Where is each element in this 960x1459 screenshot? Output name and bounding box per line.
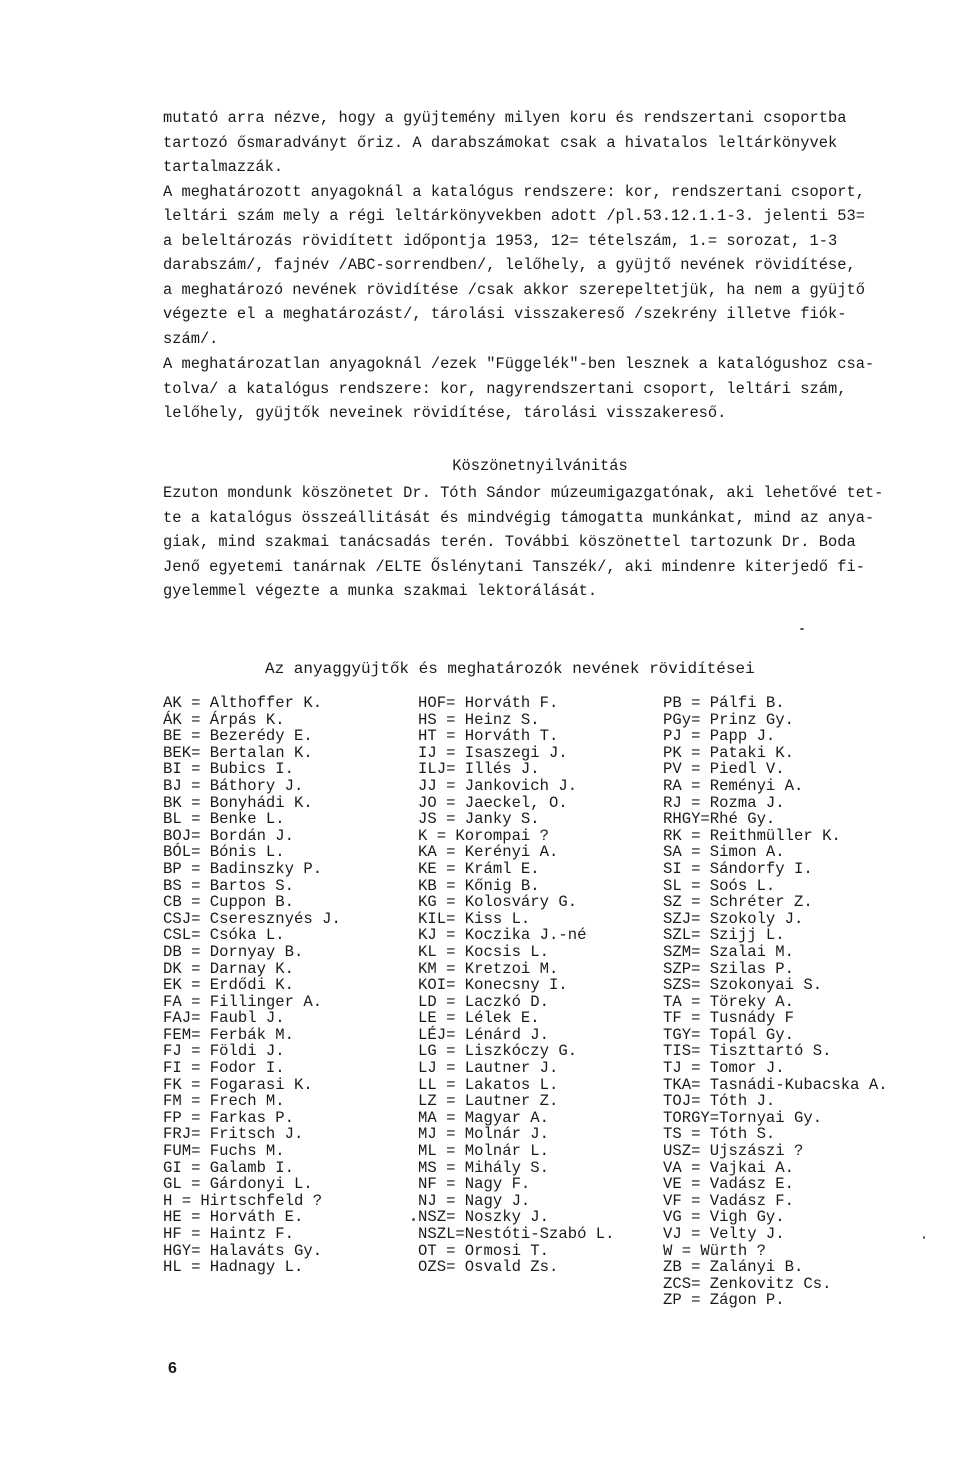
- abbreviation-entry: KOI= Konecsny I.: [418, 976, 568, 995]
- abbreviation-entry: DK = Darnay K.: [163, 959, 295, 978]
- abbreviation-entry: SZ = Schréter Z.: [663, 893, 813, 912]
- abbreviation-entry: VF = Vadász F.: [663, 1191, 795, 1210]
- abbreviation-entry: FEM= Ferbák M.: [163, 1025, 295, 1044]
- abbreviation-entry: BEK= Bertalan K.: [163, 743, 313, 762]
- text-line: te a katalógus összeállitását és mindvégig támogatta munkánkat, mind az anya-: [163, 508, 875, 527]
- abbreviation-entry: OZS= Osvald Zs.: [418, 1258, 559, 1277]
- abbreviation-entry: K = Korompai ?: [418, 826, 550, 845]
- abbreviation-entry: TIS= Tiszttartó S.: [663, 1042, 832, 1061]
- intro-paragraph: [163, 106, 953, 351]
- abbreviation-entry: RJ = Rozma J.: [663, 793, 785, 812]
- abbreviation-entry: HS = Heinz S.: [418, 710, 540, 729]
- abbreviation-entry: PV = Piedl V.: [663, 760, 785, 779]
- abbreviation-entry: PJ = Papp J.: [663, 727, 776, 746]
- abbreviation-entry: AK = Althoffer K.: [163, 694, 323, 712]
- abbreviation-entry: TKA= Tasnádi-Kubacska A.: [663, 1075, 888, 1094]
- abbreviation-column-2: [418, 695, 615, 1276]
- abbreviation-entry: EK = Erdődi K.: [163, 976, 295, 995]
- abbreviation-entry: CSL= Csóka L.: [163, 926, 285, 945]
- abbreviation-entry: SZS= Szokonyai S.: [663, 976, 823, 995]
- abbreviation-entry: BOJ= Bordán J.: [163, 826, 295, 845]
- abbreviation-entry: GL = Gárdonyi L.: [163, 1175, 313, 1194]
- abbreviation-entry: BS = Bartos S.: [163, 876, 295, 895]
- abbreviation-entry: FK = Fogarasi K.: [163, 1075, 313, 1094]
- abbreviation-entry: LÉJ= Lénárd J.: [418, 1025, 550, 1044]
- abbreviation-entry: PK = Pataki K.: [663, 743, 795, 762]
- text-line: A meghatározatlan anyagoknál /ezek "Függelék"-ben lesznek a katalógushoz csa-: [163, 355, 875, 373]
- abbreviation-column-1: [163, 695, 341, 1276]
- text-line: a beleltározás rövidített időpontja 1953, 12= tételszám, 1.= sorozat, 1-3: [163, 231, 838, 250]
- abbreviation-entry: SZJ= Szokoly J.: [663, 909, 804, 928]
- text-line: tartozó ősmaradványt őriz. A darabszámokat csak a hivatalos leltárkönyvek: [163, 133, 838, 152]
- text-line: Ezuton mondunk köszönetet Dr. Tóth Sándor múzeumigazgatónak, aki lehetővé tet-: [163, 484, 884, 502]
- text-line: tartalmazzák.: [163, 158, 284, 176]
- abbreviation-entry: BK = Bonyhádi K.: [163, 793, 313, 812]
- scan-speck: [923, 1236, 925, 1239]
- text-line: Jenő egyetemi tanárnak /ELTE Őslénytani Tanszék/, aki mindenre kiterjedő fi-: [163, 557, 865, 576]
- abbreviation-entry: HGY= Halaváts Gy.: [163, 1241, 323, 1260]
- abbreviation-entry: FI = Fodor I.: [163, 1059, 285, 1078]
- scan-speck: [412, 1218, 415, 1221]
- abbreviation-entry: CB = Cuppon B.: [163, 893, 295, 912]
- abbreviation-entry: KL = Kocsis L.: [418, 942, 550, 961]
- abbreviation-entry: GI = Galamb I.: [163, 1158, 295, 1177]
- abbreviation-entry: NF = Nagy F.: [418, 1175, 531, 1194]
- abbreviation-entry: JO = Jaeckel, O.: [418, 793, 568, 812]
- undetermined-materials-paragraph: [163, 352, 953, 426]
- abbreviation-entry: BJ = Báthory J.: [163, 776, 304, 795]
- text-line: a meghatározó nevének rövidítése /csak akkor szerepeltetjük, ha nem a gyüjtő: [163, 280, 865, 299]
- abbreviation-entry: MA = Magyar A.: [418, 1108, 550, 1127]
- abbreviation-entry: KB = Kőnig B.: [418, 876, 540, 895]
- abbreviations-heading: Az anyaggyüjtők és meghatározók nevének rövidítései: [265, 660, 755, 678]
- text-line: giak, mind szakmai tanácsadás terén. További köszönettel tartozunk Dr. Boda: [163, 533, 856, 551]
- abbreviation-entry: TOJ= Tóth J.: [663, 1092, 776, 1111]
- abbreviation-entry: BE = Bezerédy E.: [163, 727, 313, 746]
- abbreviation-entry: SZP= Szilas P.: [663, 959, 795, 978]
- abbreviation-entry: RK = Reithmüller K.: [663, 826, 841, 845]
- abbreviation-entry: FA = Fillinger A.: [163, 992, 323, 1011]
- text-line: végezte el a meghatározást/, tárolási visszakereső /szekrény illetve fiók-: [163, 305, 847, 323]
- abbreviation-entry: TORGY=Tornyai Gy.: [663, 1108, 823, 1127]
- abbreviation-entry: TF = Tusnády F: [663, 1009, 795, 1028]
- abbreviation-entry: FP = Farkas P.: [163, 1108, 295, 1127]
- abbreviation-entry: FAJ= Faubl J.: [163, 1009, 285, 1028]
- abbreviation-column-3: [663, 695, 888, 1309]
- abbreviation-entry: TGY= Topál Gy.: [663, 1025, 795, 1044]
- abbreviation-entry: OT = Ormosi T.: [418, 1241, 550, 1260]
- abbreviation-entry: KE = Kráml E.: [418, 859, 540, 878]
- abbreviation-entry: VG = Vigh Gy.: [663, 1208, 785, 1227]
- abbreviation-entry: MJ = Molnár J.: [418, 1125, 550, 1144]
- abbreviation-entry: TS = Tóth S.: [663, 1125, 776, 1144]
- abbreviation-entry: SZL= Szijj L.: [663, 926, 785, 945]
- text-line: lelőhely, gyüjtők neveinek rövidítése, tárolási visszakereső.: [163, 404, 727, 422]
- abbreviation-entry: ILJ= Illés J.: [418, 760, 540, 779]
- abbreviation-entry: TJ = Tomor J.: [663, 1059, 785, 1078]
- text-line: gyelemmel végezte a munka szakmai lektorálását.: [163, 582, 598, 600]
- abbreviation-entry: HT = Horváth T.: [418, 727, 559, 746]
- abbreviation-entry: KM = Kretzoi M.: [418, 959, 559, 978]
- abbreviation-entry: KIL= Kiss L.: [418, 909, 531, 928]
- abbreviation-entry: ZP = Zágon P.: [663, 1291, 785, 1310]
- abbreviation-entry: NSZ= Noszky J.: [418, 1208, 550, 1227]
- abbreviation-entry: RA = Reményi A.: [663, 776, 804, 795]
- acknowledgement-heading: Köszönetnyilvánitás: [452, 457, 628, 475]
- abbreviation-entry: USZ= Ujszászi ?: [663, 1142, 804, 1161]
- abbreviation-entry: KG = Kolosváry G.: [418, 893, 578, 912]
- text-line: A meghatározott anyagoknál a katalógus rendszere: kor, rendszertani csoport,: [163, 182, 865, 201]
- abbreviation-entry: SA = Simon A.: [663, 843, 785, 862]
- abbreviation-entry: MS = Mihály S.: [418, 1158, 550, 1177]
- abbreviation-entry: VA = Vajkai A.: [663, 1158, 795, 1177]
- abbreviation-entry: W = Würth ?: [663, 1241, 766, 1260]
- abbreviation-entry: HOF= Horváth F.: [418, 694, 559, 712]
- abbreviation-entry: DB = Dornyay B.: [163, 942, 304, 961]
- abbreviation-entry: BL = Benke L.: [163, 810, 285, 829]
- abbreviation-entry: SZM= Szalai M.: [663, 942, 795, 961]
- text-line: mutató arra nézve, hogy a gyüjtemény milyen koru és rendszertani csoportba: [163, 109, 847, 127]
- text-line: szám/.: [163, 329, 219, 348]
- abbreviation-entry: PGy= Prinz Gy.: [663, 710, 795, 729]
- abbreviation-entry: ZCS= Zenkovitz Cs.: [663, 1274, 832, 1293]
- abbreviation-entry: HF = Haintz F.: [163, 1225, 295, 1243]
- abbreviation-entry: LZ = Lautner Z.: [418, 1092, 559, 1111]
- abbreviation-entry: H = Hirtschfeld ?: [163, 1191, 323, 1210]
- abbreviation-entry: BP = Badinszky P.: [163, 859, 323, 878]
- abbreviation-entry: TA = Töreky A.: [663, 992, 795, 1011]
- abbreviation-entry: FUM= Fuchs M.: [163, 1142, 285, 1161]
- abbreviation-entry: HE = Horváth E.: [163, 1208, 304, 1227]
- abbreviation-entry: RHGY=Rhé Gy.: [663, 810, 776, 829]
- abbreviation-entry: BÓL= Bónis L.: [163, 843, 285, 862]
- abbreviation-entry: KJ = Koczika J.-né: [418, 926, 587, 945]
- abbreviation-entry: LL = Lakatos L.: [418, 1075, 559, 1094]
- abbreviation-entry: LE = Lélek E.: [418, 1009, 540, 1028]
- abbreviation-entry: HL = Hadnagy L.: [163, 1258, 304, 1277]
- abbreviation-entry: LD = Laczkó D.: [418, 992, 550, 1011]
- abbreviation-entry: LJ = Lautner J.: [418, 1059, 559, 1078]
- acknowledgement-paragraph: [163, 481, 953, 604]
- abbreviation-entry: FM = Frech M.: [163, 1092, 285, 1111]
- abbreviation-entry: NSZL=Nestóti-Szabó L.: [418, 1225, 615, 1243]
- abbreviation-entry: VJ = Velty J.: [663, 1225, 785, 1243]
- abbreviation-entry: FJ = Földi J.: [163, 1042, 285, 1061]
- abbreviation-entry: ML = Molnár L.: [418, 1142, 550, 1161]
- scan-speck: [800, 628, 804, 630]
- abbreviation-entry: KA = Kerényi A.: [418, 843, 559, 862]
- text-line: tolva/ a katalógus rendszere: kor, nagyrendszertani csoport, leltári szám,: [163, 379, 847, 398]
- abbreviation-entry: NJ = Nagy J.: [418, 1191, 531, 1210]
- text-line: darabszám/, fajnév /ABC-sorrendben/, lelőhely, a gyüjtő nevének rövidítése,: [163, 256, 856, 274]
- abbreviation-entry: ZB = Zalányi B.: [663, 1258, 804, 1277]
- abbreviation-entry: FRJ= Fritsch J.: [163, 1125, 304, 1144]
- abbreviation-entry: LG = Liszkóczy G.: [418, 1042, 578, 1061]
- abbreviation-entry: CSJ= Cseresznyés J.: [163, 909, 341, 928]
- abbreviation-entry: IJ = Isaszegi J.: [418, 743, 568, 762]
- abbreviation-entry: VE = Vadász E.: [663, 1175, 795, 1194]
- page-number: 6: [168, 1360, 177, 1377]
- text-line: leltári szám mely a régi leltárkönyvekben adott /pl.53.12.1.1-3. jelenti 53=: [163, 207, 865, 225]
- abbreviation-entry: JS = Janky S.: [418, 810, 540, 829]
- abbreviation-entry: PB = Pálfi B.: [663, 694, 785, 712]
- abbreviation-entry: BI = Bubics I.: [163, 760, 295, 779]
- abbreviation-entry: SI = Sándorfy I.: [663, 859, 813, 878]
- abbreviation-entry: ÁK = Árpás K.: [163, 710, 285, 729]
- abbreviation-entry: JJ = Jankovich J.: [418, 776, 578, 795]
- abbreviation-entry: SL = Soós L.: [663, 876, 776, 895]
